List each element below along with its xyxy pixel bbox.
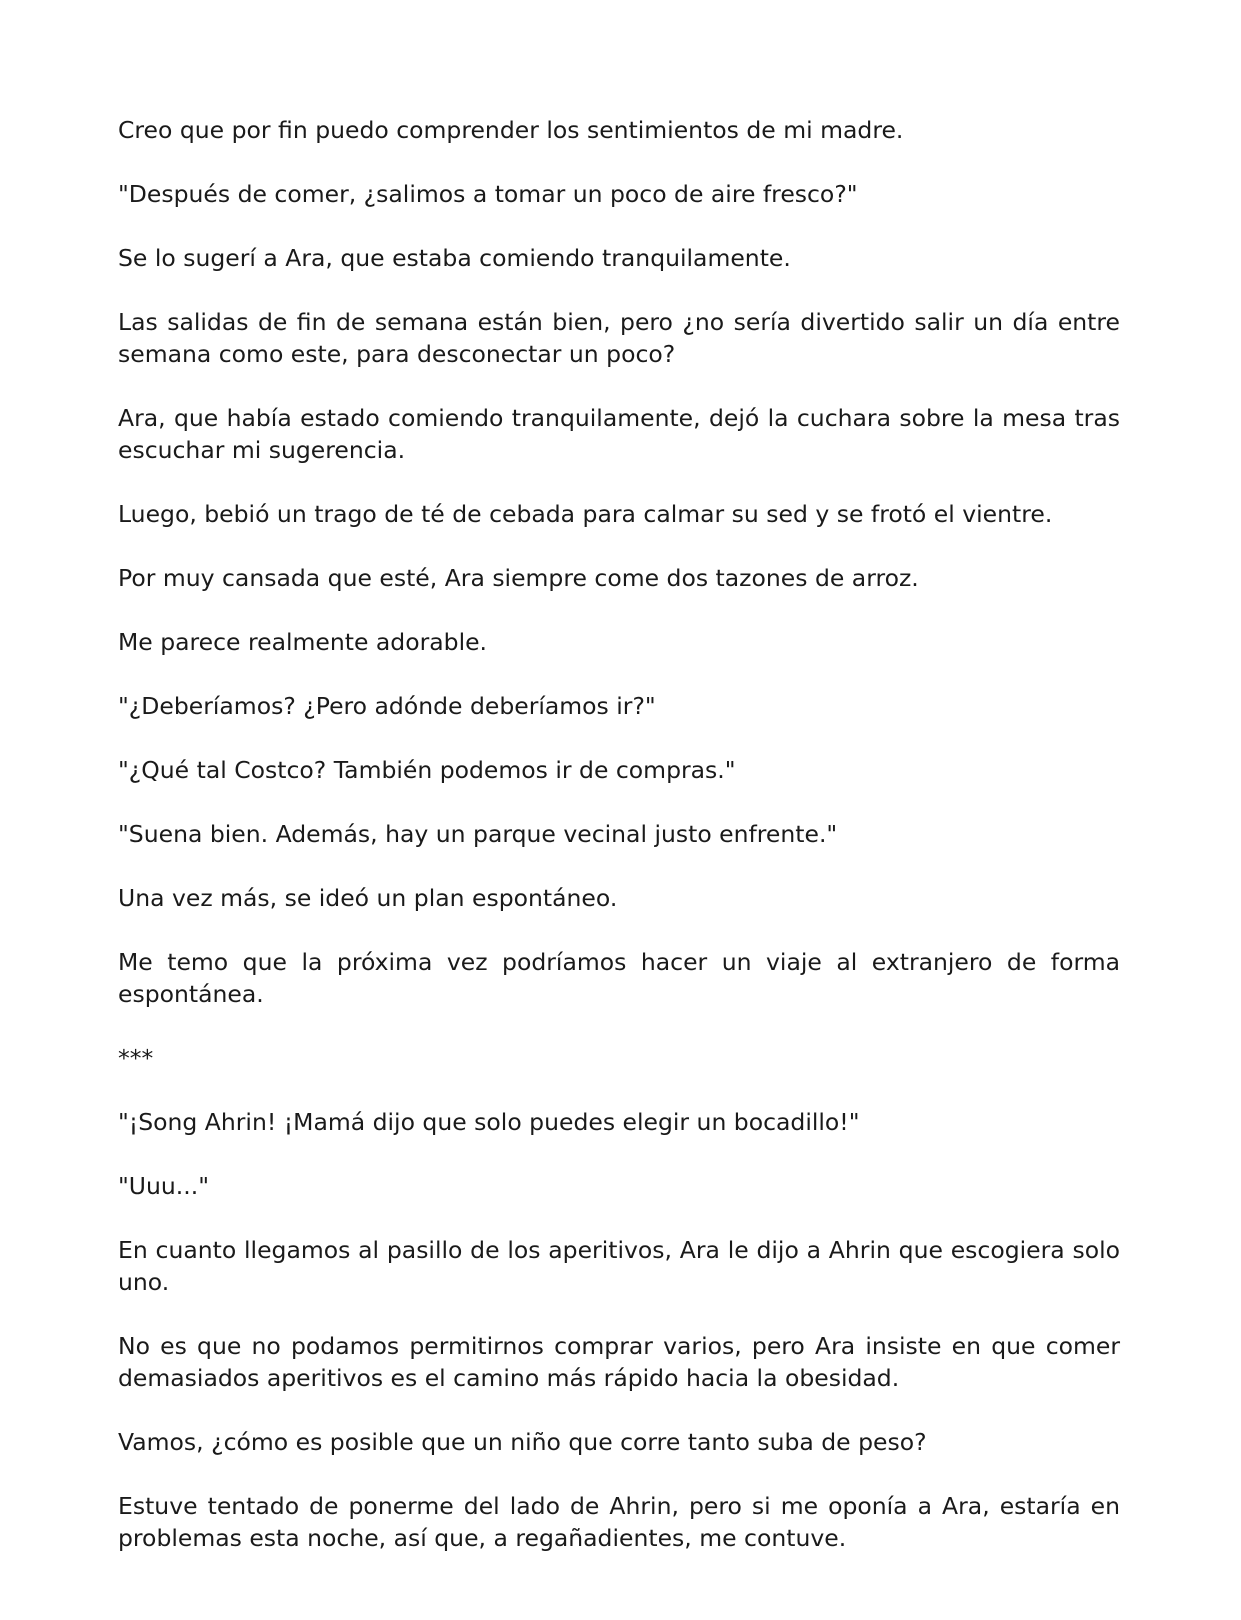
paragraph: "¿Qué tal Costco? También podemos ir de compras." [118,756,736,784]
paragraph: "Uuu..." [118,1172,210,1200]
paragraph: Vamos, ¿cómo es posible que un niño que corre tanto suba de peso? [118,1428,927,1456]
document-page [118,114,1120,1554]
paragraph: "¡Song Ahrin! ¡Mamá dijo que solo puedes elegir un bocadillo!" [118,1108,860,1136]
paragraph: "Suena bien. Además, hay un parque vecinal justo enfrente." [118,820,838,848]
paragraph: Se lo sugerí a Ara, que estaba comiendo tranquilamente. [118,244,791,272]
paragraph: No es que no podamos permitirnos comprar varios, pero Ara insiste en que comer demasiados aperitivos es el camino más rápido hacia la obesidad. [118,1332,1120,1392]
paragraph: Me temo que la próxima vez podríamos hacer un viaje al extranjero de forma espontánea. [118,948,1120,1008]
paragraph: Por muy cansada que esté, Ara siempre come dos tazones de arroz. [118,564,919,592]
paragraph: Una vez más, se ideó un plan espontáneo. [118,884,618,912]
paragraph: "¿Deberíamos? ¿Pero adónde deberíamos ir?" [118,692,656,720]
scene-break: *** [118,1044,154,1072]
paragraph: Las salidas de fin de semana están bien, pero ¿no sería divertido salir un día entre semana como este, para desconectar un poco? [118,308,1120,368]
paragraph: En cuanto llegamos al pasillo de los aperitivos, Ara le dijo a Ahrin que escogiera solo uno. [118,1236,1120,1296]
paragraph: Estuve tentado de ponerme del lado de Ahrin, pero si me oponía a Ara, estaría en problemas esta noche, así que, a regañadientes, me contuve. [118,1492,1120,1552]
paragraph: "Después de comer, ¿salimos a tomar un poco de aire fresco?" [118,180,858,208]
paragraph: Luego, bebió un trago de té de cebada para calmar su sed y se frotó el vientre. [118,500,1053,528]
paragraph: Creo que por fin puedo comprender los sentimientos de mi madre. [118,116,904,144]
paragraph: Ara, que había estado comiendo tranquilamente, dejó la cuchara sobre la mesa tras escuchar mi sugerencia. [118,404,1120,464]
paragraph: Me parece realmente adorable. [118,628,488,656]
